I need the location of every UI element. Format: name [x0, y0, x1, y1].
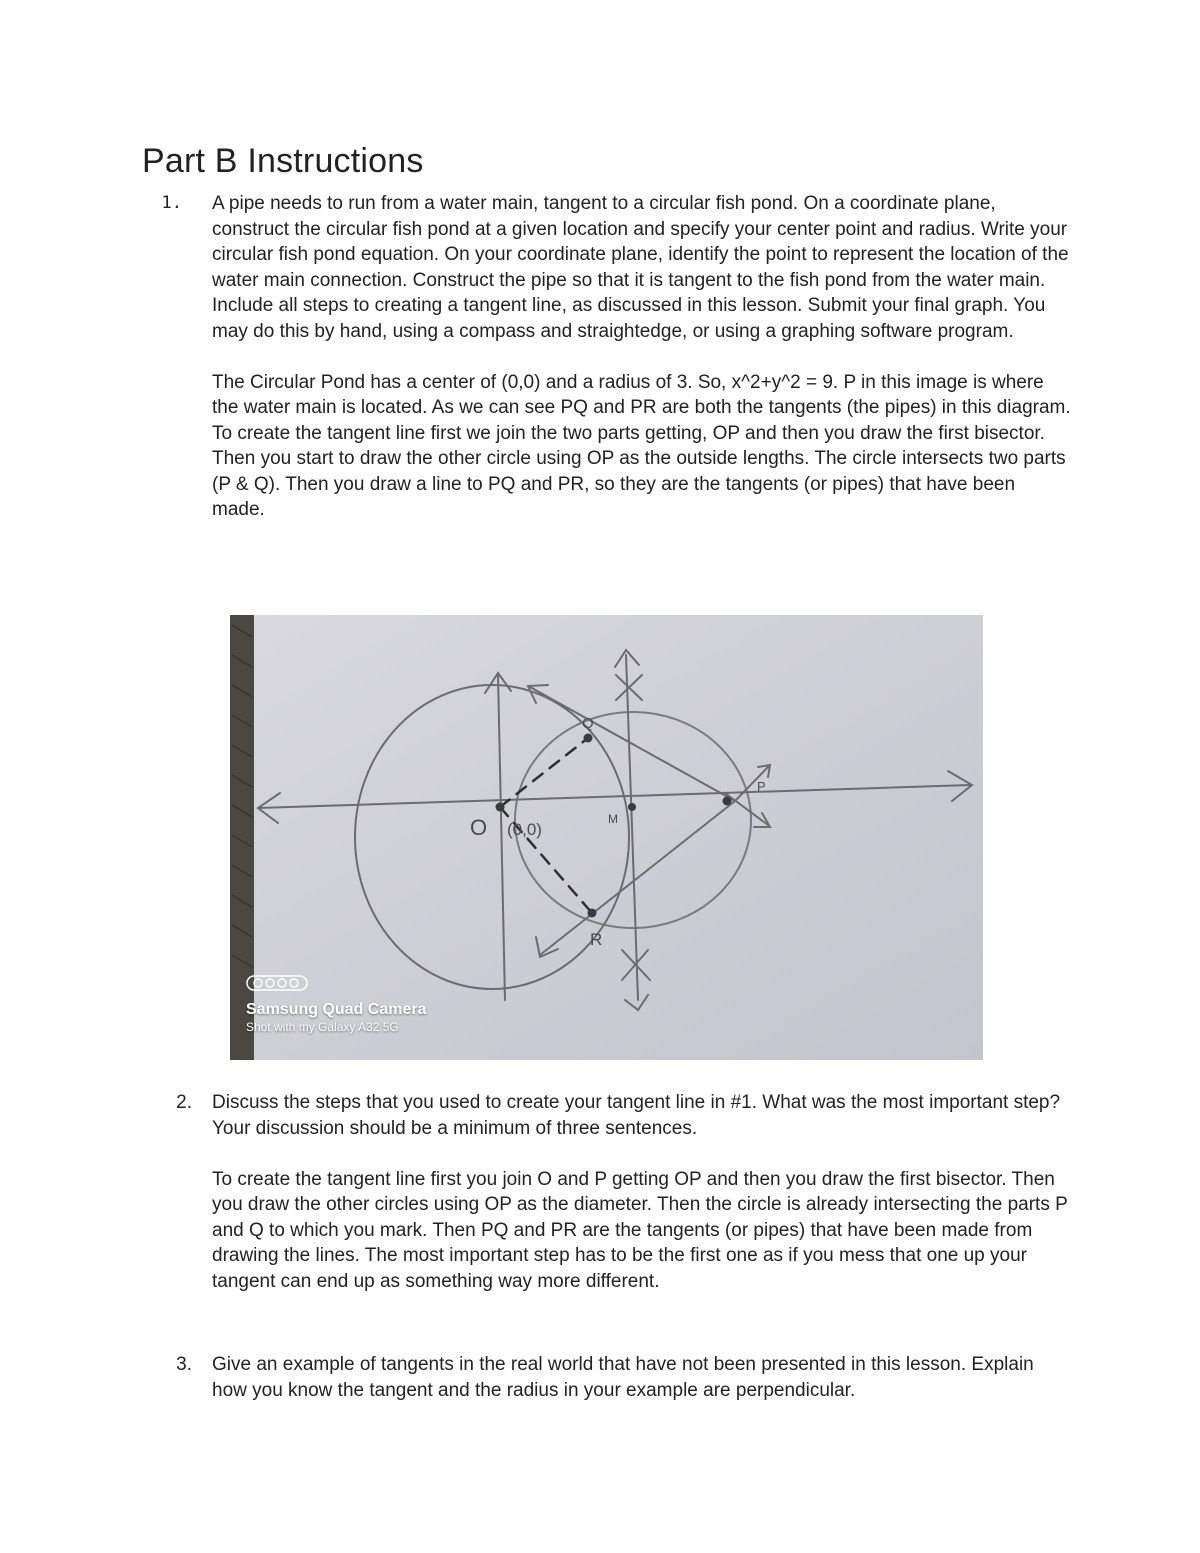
item-number: 2. [176, 1092, 192, 1113]
label-r: R [590, 930, 603, 949]
item-number: 1. [161, 193, 182, 213]
answer-text: The Circular Pond has a center of (0,0) and a radius of 3. So, x^2+y^2 = 9. P in this image is where the water main is located. As we can see PQ and PR are both the tangents (the pipes) in this diagram. To create the tangent line first we join the two parts getting, OP and then you draw the first bisector. Then you start to draw the other circle using OP as the outside lengths. The circle intersects two parts (P & Q). Then you draw a line to PQ and PR, so they are the tangents (or pipes) that have been made. [212, 371, 1071, 520]
list-item-3 [142, 1352, 1072, 1403]
list-item-2 [142, 1090, 1072, 1294]
point-r [588, 909, 597, 918]
answer-text: To create the tangent line first you join O and P getting OP and then you draw the first bisector. Then you draw the other circles using OP as the diameter. Then the circle is already intersecting the parts P and Q to which you mark. Then PQ and PR are the tangents (or pipes) that have been made from drawing the lines. The most important step has to be the first one as if you mess that one up your tangent can end up as something way more different. [212, 1168, 1068, 1292]
label-m: M [608, 812, 618, 826]
item-number: 3. [176, 1354, 192, 1375]
construction-photo [230, 615, 983, 1060]
watermark-subtitle: Shot with my Galaxy A32 5G [246, 1020, 399, 1034]
question-text: Discuss the steps that you used to create your tangent line in #1. What was the most important step? Your discussion should be a minimum of three sentences. [212, 1092, 1061, 1139]
label-p: P [757, 779, 766, 794]
question-text: Give an example of tangents in the real world that have not been presented in this lesson. Explain how you know the tangent and the radius in your example are perpendicular. [212, 1354, 1034, 1401]
label-o: O [470, 815, 488, 840]
point-m [628, 803, 636, 811]
tangent-construction-drawing [230, 615, 983, 1060]
point-o [496, 803, 505, 812]
list-item-1 [142, 191, 1072, 523]
point-q [584, 734, 593, 743]
label-origin: (0,0) [507, 820, 542, 839]
label-q: Q [582, 715, 594, 732]
point-p [723, 797, 732, 806]
question-text: A pipe needs to run from a water main, tangent to a circular fish pond. On a coordinate plane, construct the circular fish pond at a given location and specify your center point and radius. Write your circular fish pond equation. On your coordinate plane, identify the point to represent the location of the water main connection. Construct the pipe so that it is tangent to the fish pond from the water main. Include all steps to creating a tangent line, as discussed in this lesson. Submit your final graph. You may do this by hand, using a compass and straightedge, or using a graphing software program. [212, 193, 1069, 342]
page-title: Part B Instructions [142, 142, 424, 180]
watermark-title: Samsung Quad Camera [246, 1001, 427, 1018]
camera-lens-icon [246, 975, 308, 991]
